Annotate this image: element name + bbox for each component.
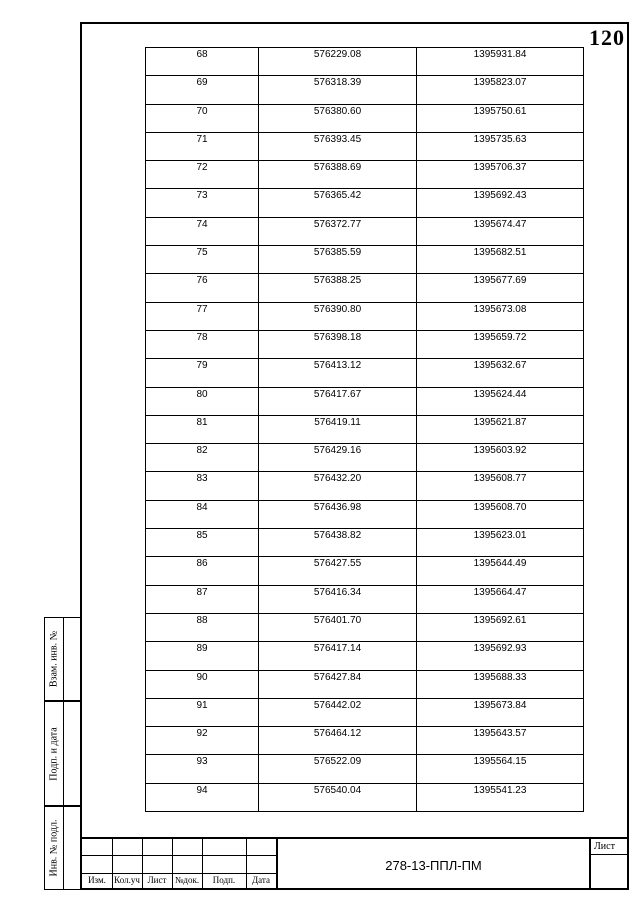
title-block: [82, 837, 628, 889]
title-block-grid: [82, 839, 276, 889]
y-coordinate-cell: 1395541.23: [417, 783, 584, 811]
table-row: [146, 415, 584, 443]
y-coordinate-cell: 1395677.69: [417, 274, 584, 302]
document-code-box: [276, 839, 591, 889]
point-number-cell: 79: [146, 359, 259, 387]
x-coordinate-cell: 576393.45: [259, 132, 417, 160]
y-coordinate-cell: 1395692.43: [417, 189, 584, 217]
point-number-cell: 92: [146, 727, 259, 755]
side-label-podp-data: Подп. и дата: [48, 726, 60, 781]
point-number-cell: 94: [146, 783, 259, 811]
coordinates-table-body: [146, 48, 584, 812]
y-coordinate-cell: 1395692.93: [417, 642, 584, 670]
x-coordinate-cell: 576438.82: [259, 529, 417, 557]
x-coordinate-cell: 576413.12: [259, 359, 417, 387]
side-stamp-podp-data: [44, 701, 80, 806]
table-row: [146, 783, 584, 811]
y-coordinate-cell: 1395623.01: [417, 529, 584, 557]
table-row: [146, 642, 584, 670]
point-number-cell: 74: [146, 217, 259, 245]
table-row: [146, 670, 584, 698]
x-coordinate-cell: 576432.20: [259, 472, 417, 500]
table-row: [146, 727, 584, 755]
point-number-cell: 68: [146, 48, 259, 76]
table-row: [146, 76, 584, 104]
table-row: [146, 472, 584, 500]
point-number-cell: 76: [146, 274, 259, 302]
point-number-cell: 81: [146, 415, 259, 443]
title-block-header-data: Дата: [252, 875, 270, 885]
y-coordinate-cell: 1395644.49: [417, 557, 584, 585]
y-coordinate-cell: 1395673.84: [417, 698, 584, 726]
table-row: [146, 274, 584, 302]
x-coordinate-cell: 576380.60: [259, 104, 417, 132]
x-coordinate-cell: 576427.55: [259, 557, 417, 585]
y-coordinate-cell: 1395674.47: [417, 217, 584, 245]
point-number-cell: 75: [146, 246, 259, 274]
title-block-header-podp: Подп.: [212, 875, 236, 885]
table-row: [146, 302, 584, 330]
x-coordinate-cell: 576416.34: [259, 585, 417, 613]
point-number-cell: 83: [146, 472, 259, 500]
y-coordinate-cell: 1395673.08: [417, 302, 584, 330]
table-row: [146, 387, 584, 415]
point-number-cell: 73: [146, 189, 259, 217]
point-number-cell: 84: [146, 500, 259, 528]
table-row: [146, 613, 584, 641]
sheet-label: Лист: [594, 841, 615, 852]
table-row: [146, 48, 584, 76]
y-coordinate-cell: 1395706.37: [417, 161, 584, 189]
point-number-cell: 72: [146, 161, 259, 189]
point-number-cell: 77: [146, 302, 259, 330]
y-coordinate-cell: 1395564.15: [417, 755, 584, 783]
document-code: 278-13-ППЛ-ПМ: [385, 858, 482, 873]
side-stamp-inv-podl: [44, 806, 80, 890]
x-coordinate-cell: 576417.67: [259, 387, 417, 415]
point-number-cell: 87: [146, 585, 259, 613]
title-block-header-kol-uch: Кол.уч: [114, 875, 140, 885]
point-number-cell: 85: [146, 529, 259, 557]
point-number-cell: 93: [146, 755, 259, 783]
y-coordinate-cell: 1395659.72: [417, 330, 584, 358]
table-row: [146, 529, 584, 557]
point-number-cell: 71: [146, 132, 259, 160]
x-coordinate-cell: 576419.11: [259, 415, 417, 443]
point-number-cell: 78: [146, 330, 259, 358]
x-coordinate-cell: 576229.08: [259, 48, 417, 76]
x-coordinate-cell: 576522.09: [259, 755, 417, 783]
table-row: [146, 161, 584, 189]
x-coordinate-cell: 576365.42: [259, 189, 417, 217]
y-coordinate-cell: 1395735.63: [417, 132, 584, 160]
x-coordinate-cell: 576388.25: [259, 274, 417, 302]
x-coordinate-cell: 576464.12: [259, 727, 417, 755]
y-coordinate-cell: 1395682.51: [417, 246, 584, 274]
point-number-cell: 91: [146, 698, 259, 726]
point-number-cell: 86: [146, 557, 259, 585]
y-coordinate-cell: 1395608.70: [417, 500, 584, 528]
coordinates-table: [145, 47, 584, 812]
table-row: [146, 698, 584, 726]
table-row: [146, 189, 584, 217]
x-coordinate-cell: 576398.18: [259, 330, 417, 358]
table-row: [146, 755, 584, 783]
table-row: [146, 104, 584, 132]
title-block-header-izm: Изм.: [88, 875, 106, 885]
side-stamp-vzam-inv: [44, 617, 80, 701]
y-coordinate-cell: 1395624.44: [417, 387, 584, 415]
y-coordinate-cell: 1395931.84: [417, 48, 584, 76]
y-coordinate-cell: 1395603.92: [417, 444, 584, 472]
x-coordinate-cell: 576388.69: [259, 161, 417, 189]
point-number-cell: 90: [146, 670, 259, 698]
y-coordinate-cell: 1395643.57: [417, 727, 584, 755]
x-coordinate-cell: 576436.98: [259, 500, 417, 528]
x-coordinate-cell: 576427.84: [259, 670, 417, 698]
x-coordinate-cell: 576401.70: [259, 613, 417, 641]
y-coordinate-cell: 1395608.77: [417, 472, 584, 500]
table-row: [146, 585, 584, 613]
side-label-inv-podl: Инв. № подл.: [48, 819, 60, 877]
y-coordinate-cell: 1395664.47: [417, 585, 584, 613]
y-coordinate-cell: 1395750.61: [417, 104, 584, 132]
x-coordinate-cell: 576318.39: [259, 76, 417, 104]
side-label-vzam-inv: Взам. инв. №: [48, 630, 60, 688]
table-row: [146, 132, 584, 160]
x-coordinate-cell: 576540.04: [259, 783, 417, 811]
table-row: [146, 246, 584, 274]
point-number-cell: 80: [146, 387, 259, 415]
y-coordinate-cell: 1395632.67: [417, 359, 584, 387]
y-coordinate-cell: 1395621.87: [417, 415, 584, 443]
point-number-cell: 89: [146, 642, 259, 670]
table-row: [146, 217, 584, 245]
x-coordinate-cell: 576442.02: [259, 698, 417, 726]
point-number-cell: 70: [146, 104, 259, 132]
x-coordinate-cell: 576372.77: [259, 217, 417, 245]
table-row: [146, 444, 584, 472]
x-coordinate-cell: 576417.14: [259, 642, 417, 670]
y-coordinate-cell: 1395688.33: [417, 670, 584, 698]
title-block-header-ndok: №док.: [174, 875, 200, 885]
table-row: [146, 330, 584, 358]
x-coordinate-cell: 576390.80: [259, 302, 417, 330]
x-coordinate-cell: 576429.16: [259, 444, 417, 472]
table-row: [146, 557, 584, 585]
y-coordinate-cell: 1395692.61: [417, 613, 584, 641]
page-number: 120: [589, 25, 625, 50]
point-number-cell: 82: [146, 444, 259, 472]
y-coordinate-cell: 1395823.07: [417, 76, 584, 104]
x-coordinate-cell: 576385.59: [259, 246, 417, 274]
table-row: [146, 359, 584, 387]
point-number-cell: 69: [146, 76, 259, 104]
title-block-header-list: Лист: [147, 875, 167, 885]
table-row: [146, 500, 584, 528]
point-number-cell: 88: [146, 613, 259, 641]
